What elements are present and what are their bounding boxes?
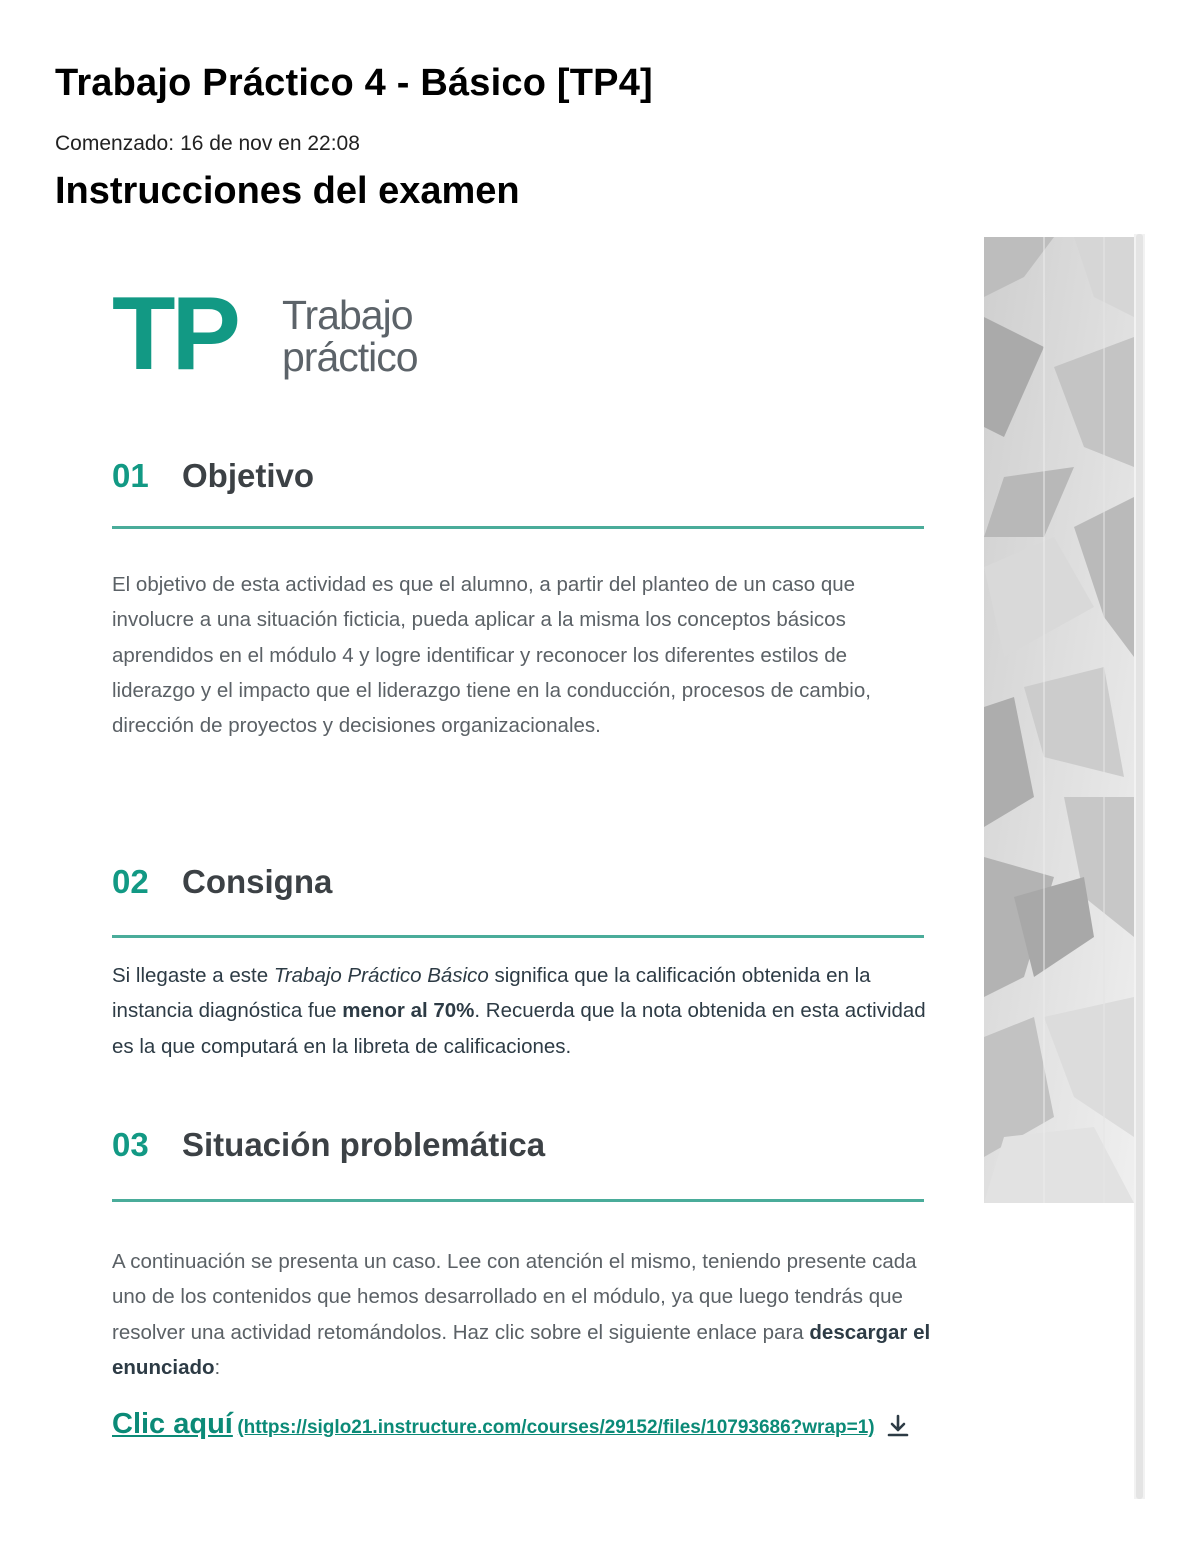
logo-word-1: Trabajo (282, 292, 413, 338)
download-link-url[interactable]: (https://siglo21.instructure.com/courses/29152/files/10793686?wrap=1) (237, 1417, 875, 1438)
page-title: Trabajo Práctico 4 - Básico [TP4] (55, 62, 653, 104)
download-link-block (112, 1402, 932, 1457)
started-label: Comenzado: (55, 132, 175, 155)
started-date: 16 de nov en 22:08 (180, 132, 360, 155)
section-title: Situación problemática (182, 1126, 546, 1163)
section-divider (112, 526, 924, 529)
section-number: 01 (112, 457, 149, 494)
section-title: Objetivo (182, 457, 315, 494)
consigna-bold: menor al 70% (342, 999, 475, 1023)
section-divider (112, 935, 924, 938)
consigna-text-part: significa que la calificación obtenida en la instancia diagnóstica fue (112, 964, 871, 1023)
logo-letters: TP (112, 276, 237, 392)
situacion-text-part: A continuación se presenta un caso. Lee con atención el mismo, teniendo presente cada uno de los contenidos que hemos desarrollado en el módulo, ya que luego tendrás que resolver una actividad retomándolos. Haz clic sobre el siguiente enlace para (112, 1250, 917, 1344)
situacion-bold: descargar el enunciado (112, 1320, 931, 1379)
download-icon[interactable] (885, 1413, 911, 1457)
situacion-text (112, 1244, 932, 1385)
logo-word-2: práctico (282, 334, 418, 380)
objetivo-text: El objetivo de esta actividad es que el alumno, a partir del planteo de un caso que involucre a una situación ficticia, pueda aplicar a la misma los conceptos básicos aprendidos en el módulo 4 y logre identificar y reconocer los diferentes estilos de liderazgo y el impacto que el liderazgo tiene en la conducción, procesos de cambio, dirección de proyectos y decisiones organizacionales. (112, 573, 871, 738)
decorative-side-image (984, 237, 1134, 1203)
scrollbar-thumb[interactable] (1136, 234, 1143, 1499)
download-link[interactable]: Clic aquí (112, 1408, 233, 1440)
logo-words (282, 294, 418, 378)
section-divider (112, 1199, 924, 1202)
situacion-text-part: : (214, 1355, 221, 1379)
consigna-italic: Trabajo Práctico Básico (273, 964, 489, 987)
consigna-text-part: Si llegaste a este (112, 964, 274, 987)
consigna-text (112, 958, 932, 1064)
section-title: Consigna (182, 863, 333, 900)
section-number: 02 (112, 863, 149, 900)
side-scrollbar[interactable] (1134, 234, 1145, 1499)
section-number: 03 (112, 1126, 149, 1163)
consigna-text-part: . Recuerda que la nota obtenida en esta actividad es la que computará en la libreta de calificaciones. (112, 999, 926, 1058)
instructions-heading: Instrucciones del examen (55, 170, 520, 212)
started-info (55, 132, 360, 156)
